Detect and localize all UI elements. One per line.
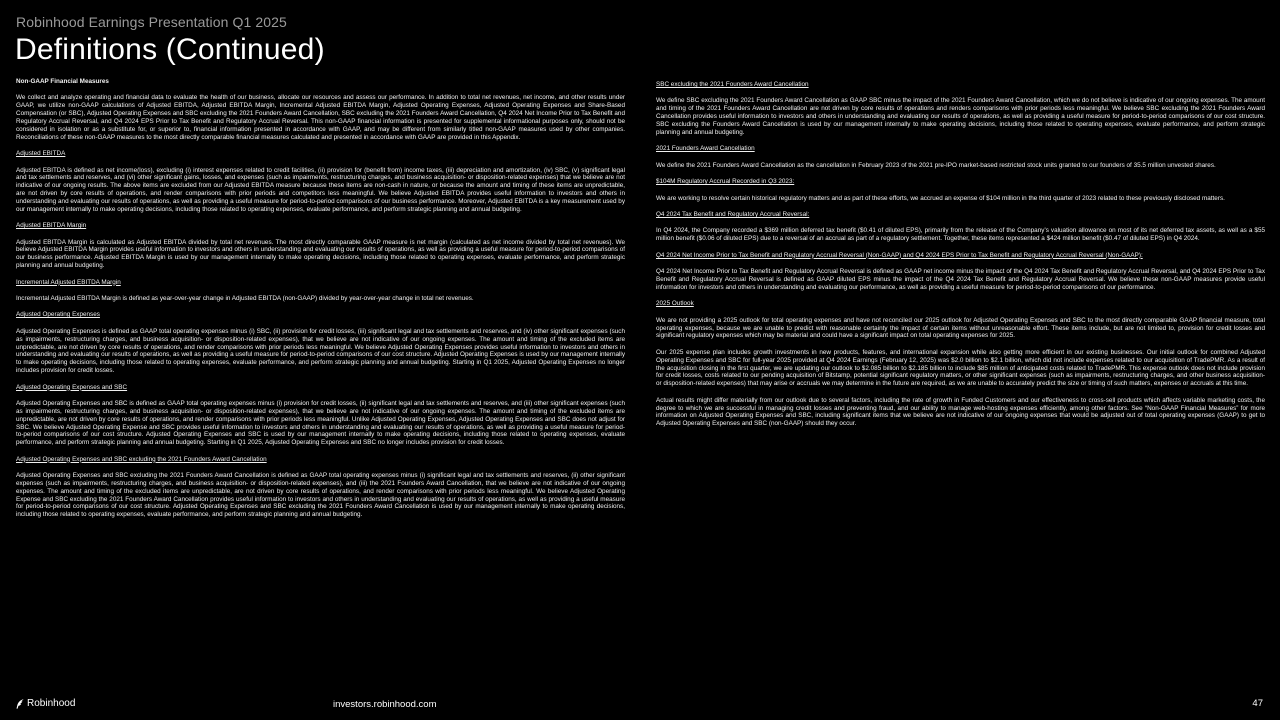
page-title: Definitions (Continued) — [15, 33, 325, 66]
paragraph-sbc-ex-founders: We define SBC excluding the 2021 Founders Award Cancellation as GAAP SBC minus the impact of the 2021 Founders Award Cancellation, which we do not believe is indicative of our ongoing expenses. The amount and timing of the 2021 Founders Award Cancellation are not driven by core results of operations and renders comparisons with prior periods less meaningful. We believe SBC excluding the 2021 Founders Award Cancellation provides useful information to investors and others in understanding and evaluating our results of operations, as well as providing a useful measure for period-to-period comparisons of our cost structure. SBC excluding the Founders Award Cancellation is used by our management internally to make operating decisions, including those related to operating expenses, evaluate performance, and perform strategic planning and annual budgeting. — [656, 97, 1265, 136]
paragraph-tax-benefit: In Q4 2024, the Company recorded a $369 million deferred tax benefit ($0.41 of diluted EPS), primarily from the release of the Company’s valuation allowance on most of its net deferred tax assets, as well as a $55 million benefit ($0.06 of diluted EPS) due to a reversal of an accrual as part of a regulatory settlement. Together, these items represented a $424 million benefit ($0.47 of diluted EPS) in Q4 2024. — [656, 227, 1265, 243]
section-heading-adjusted-opex: Adjusted Operating Expenses — [16, 311, 100, 319]
section-heading-adjusted-ebitda: Adjusted EBITDA — [16, 150, 66, 158]
feather-icon — [16, 699, 24, 709]
investors-link[interactable]: investors.robinhood.com — [333, 699, 437, 710]
paragraph-2025-outlook-2: Our 2025 expense plan includes growth investments in new products, features, and international expansion while also getting more efficient in our existing businesses. Our initial outlook for combined Adjusted Operating Expenses and SBC for full-year 2025 provided at Q4 2024 Earnings (February 12, 2025) was $2.0 billion to $2.1 billion, which did not include expenses related to our acquisition of TradePMR. As a result of the acquisition closing in the first quarter, we are updating our outlook to $2.085 billion to $2.185 billion to include $85 million of anticipated costs related to TradePMR. This expense outlook does not include provision for credit losses, costs related to our pending acquisition of Bitstamp, potential significant regulatory matters, or other significant expenses (such as impairments, restructuring charges, and other business acquisition- or disposition-related expenses) that may arise or accruals we may determine in the future are required, as we are unable to accurately predict the size or timing of such matters, expenses or accruals at this time. — [656, 348, 1265, 388]
section-heading-2025-outlook: 2025 Outlook — [656, 300, 694, 308]
paragraph-adjusted-ebitda: Adjusted EBITDA is defined as net income(loss), excluding (i) interest expenses related to credit facilities, (ii) provision for (benefit from) income taxes, (iii) depreciation and amortization, (iv) SBC, (v) significant legal and tax settlements and reserves, and (vi) other significant gains, losses, and expenses (such as impairments, restructuring charges, and business acquisition- or disposition-related expenses) that we believe are not indicative of our ongoing results. The above items are excluded from our Adjusted EBITDA measure because these items are non-cash in nature, or because the amount and timing of these items are unpredictable, are not driven by core results of operations, and render comparisons with prior periods and competitors less meaningful. We believe Adjusted EBITDA provides useful information to investors and others in understanding and evaluating our results of operations, as well as providing a useful measure for period-to-period comparisons of our business performance. Moreover, Adjusted EBITDA is a key measurement used by our management internally to make operating decisions, including those related to operating expenses, evaluate performance, and perform strategic planning and annual budgeting. — [16, 166, 625, 213]
section-heading-non-gaap: Non-GAAP Financial Measures — [16, 78, 109, 85]
section-heading-sbc-ex-founders: SBC excluding the 2021 Founders Award Cancellation — [656, 81, 809, 88]
right-column — [656, 81, 1265, 437]
paragraph-2025-outlook-1: We are not providing a 2025 outlook for total operating expenses and have not reconciled our 2025 outlook for Adjusted Operating Expenses and SBC to the most directly comparable GAAP financial measure, total operating expenses, because we are unable to predict with reasonable certainty the impact of certain items without unreasonable effort. These items include, but are not limited to, provision for credit losses and significant regulatory expenses which may be material and could have a significant impact on total operating expenses for 2025. — [656, 316, 1265, 340]
section-heading-tax-benefit: Q4 2024 Tax Benefit and Regulatory Accrual Reversal: — [656, 211, 810, 218]
logo-text: Robinhood — [27, 698, 76, 709]
paragraph-opex-sbc-ex-founders: Adjusted Operating Expenses and SBC excluding the 2021 Founders Award Cancellation is defined as GAAP total operating expenses minus (i) significant legal and tax settlements and reserves, (ii) other significant expenses (such as impairments, restructuring charges, and business acquisition- or disposition-related expenses), and (iii) the 2021 Founders Award Cancellation, that we believe are not indicative of our ongoing expenses. The amount and timing of the excluded items are unpredictable, are not driven by core results of operations, and render comparisons with prior periods less meaningful. We believe Adjusted Operating Expense and SBC excluding the 2021 Founders Award Cancellation provides useful information to investors and others in understanding and evaluating our results of operations, as well as providing a useful measure for period-to-period comparisons of our cost structure. Adjusted Operating Expenses and SBC excluding the 2021 Founders Award Cancellation is used by our management internally to make operating decisions, including those related to operating expenses, evaluate performance, and perform strategic planning and annual budgeting. — [16, 472, 625, 519]
page-number: 47 — [1252, 698, 1263, 709]
paragraph-regulatory-accrual: We are working to resolve certain historical regulatory matters and as part of these efforts, we accrued an expense of $104 million in the third quarter of 2023 related to these previously disclosed matters. — [656, 194, 1225, 202]
paragraph-founders-cancellation: We define the 2021 Founders Award Cancellation as the cancellation in February 2023 of the 2021 pre-IPO market-based restricted stock units granted to our founders of 35.5 million unvested shares. — [656, 161, 1216, 169]
paragraph-adjusted-opex-sbc: Adjusted Operating Expenses and SBC is defined as GAAP total operating expenses minus (i) provision for credit losses, (ii) significant legal and tax settlements and reserves, and (iii) other significant expenses (such as impairments, restructuring charges, and business acquisition- or disposition-related expenses), that we believe are not indicative of our ongoing expenses. The amount and timing of the excluded items are unpredictable, are not driven by core results of operations, and render comparisons with prior periods less meaningful. Unlike Adjusted Operating Expenses, Adjusted Operating Expenses and SBC does not adjust for SBC. We believe Adjusted Operating Expense and SBC provides useful information to investors and others in understanding and evaluating our results of operations, as well as providing a useful measure for period-to-period comparisons of our cost structure. Adjusted Operating Expenses and SBC is used by our management internally to make operating decisions, including those related to operating expenses, evaluate performance, and perform strategic planning and annual budgeting. Starting in Q1 2025, Adjusted Operating Expenses and SBC no longer includes provision for credit losses. — [16, 400, 625, 447]
section-heading-founders-cancellation: 2021 Founders Award Cancellation — [656, 145, 755, 153]
left-column — [16, 78, 625, 528]
paragraph-non-gaap: We collect and analyze operating and financial data to evaluate the health of our business, allocate our resources and assess our performance. In addition to total net revenues, net income, and other results under GAAP, we utilize non-GAAP calculations of Adjusted EBITDA, Adjusted EBITDA Margin, Incremental Adjusted EBITDA Margin, Adjusted Operating Expenses, Adjusted Operating Expenses and Share-Based Compensation (or SBC), Adjusted Operating Expenses and SBC excluding the 2021 Founders Award Cancellation, SBC excluding the 2021 Founders Award Cancellation, Q4 2024 Net Income Prior to Tax Benefit and Regulatory Accrual Reversal, and Q4 2024 EPS Prior to Tax Benefit and Regulatory Accrual Reversal. This non-GAAP financial information is presented for supplemental informational purposes only, should not be considered in isolation or as a substitute for, or superior to, financial information presented in accordance with GAAP, and may be different from similarly titled non-GAAP measures used by other companies. Reconciliations of these non-GAAP measures to the most directly comparable financial measures calculated and presented in accordance with GAAP are provided in this Appendix. — [16, 94, 625, 141]
paragraph-net-income-prior: Q4 2024 Net Income Prior to Tax Benefit and Regulatory Accrual Reversal is defined as GAAP net income minus the impact of the Q4 2024 Tax Benefit and Regulatory Accrual Reversal, and Q4 2024 EPS Prior to Tax Benefit and Regulatory Accrual Reversal is defined as GAAP diluted EPS minus the impact of the Q4 2024 Tax Benefit and Regulatory Accrual Reversal. We believe these non-GAAP measures provide useful information for investors and others in understanding and evaluating our performance, as well as providing a useful measure for period-to-period comparisons of our performance. — [656, 268, 1265, 291]
paragraph-2025-outlook-3: Actual results might differ materially from our outlook due to several factors, including the rate of growth in Funded Customers and our effectiveness to cross-sell products which affects variable marketing costs, the degree to which we are successful in managing credit losses and preventing fraud, and our ability to manage web-hosting expenses efficiently, among other factors. See “Non-GAAP Financial Measures” for more information on Adjusted Operating Expenses and SBC, including significant items that we believe are not indicative of our ongoing expenses that would be adjusted out of total operating expenses (GAAP) to get to Adjusted Operating Expenses and SBC (non-GAAP) should they occur. — [656, 396, 1265, 428]
section-heading-adjusted-ebitda-margin: Adjusted EBITDA Margin — [16, 222, 87, 230]
robinhood-logo — [16, 698, 75, 709]
section-heading-opex-sbc-ex-founders: Adjusted Operating Expenses and SBC excluding the 2021 Founders Award Cancellation — [16, 455, 267, 463]
paragraph-adjusted-opex: Adjusted Operating Expenses is defined as GAAP total operating expenses minus (i) SBC, (ii) provision for credit losses, (iii) significant legal and tax settlements and reserves, and (iv) other significant expenses (such as impairments, restructuring charges, and business acquisition- or disposition-related expenses), that we believe are not indicative of our ongoing expenses. The amount and timing of the excluded items are unpredictable, are not driven by core results of operations, and render comparisons with prior periods less meaningful. We believe Adjusted Operating Expenses provides useful information to investors and others in understanding and evaluating our results of operations, as well as providing a useful measure for period-to-period comparisons of our cost structure. Adjusted Operating Expenses is used by our management internally to make operating decisions, including those related to operating expenses, evaluate performance, and perform strategic planning and annual budgeting. Starting in Q1 2025, Adjusted Operating Expenses no longer includes provision for credit losses. — [16, 327, 625, 375]
paragraph-adjusted-ebitda-margin: Adjusted EBITDA Margin is calculated as Adjusted EBITDA divided by total net revenues. The most directly comparable GAAP measure is net margin (calculated as net income divided by total net revenues). We believe Adjusted EBITDA Margin provides useful information to investors and others in understanding and evaluating our results of operations, as well as providing a useful measure for period-to-period comparisons of our business performance. Adjusted EBITDA Margin is used by our management internally to make operating decisions, including those related to operating expenses, evaluate performance, and perform strategic planning and annual budgeting. — [16, 238, 625, 270]
slide-supertitle: Robinhood Earnings Presentation Q1 2025 — [16, 14, 287, 30]
section-heading-adjusted-opex-sbc: Adjusted Operating Expenses and SBC — [16, 383, 128, 391]
section-heading-regulatory-accrual: $104M Regulatory Accrual Recorded in Q3 2023: — [656, 178, 795, 186]
section-heading-incremental-margin: Incremental Adjusted EBITDA Margin — [16, 278, 121, 286]
section-heading-net-income-prior: Q4 2024 Net Income Prior to Tax Benefit and Regulatory Accrual Reversal (Non-GAAP) and Q4 2024 EPS Prior to Tax Benefit and Regulatory Accrual Reversal (Non-GAAP): — [656, 251, 1143, 259]
paragraph-incremental-margin: Incremental Adjusted EBITDA Margin is defined as year-over-year change in Adjusted EBITDA (non-GAAP) divided by year-over-year change in total net revenues. — [16, 295, 474, 303]
